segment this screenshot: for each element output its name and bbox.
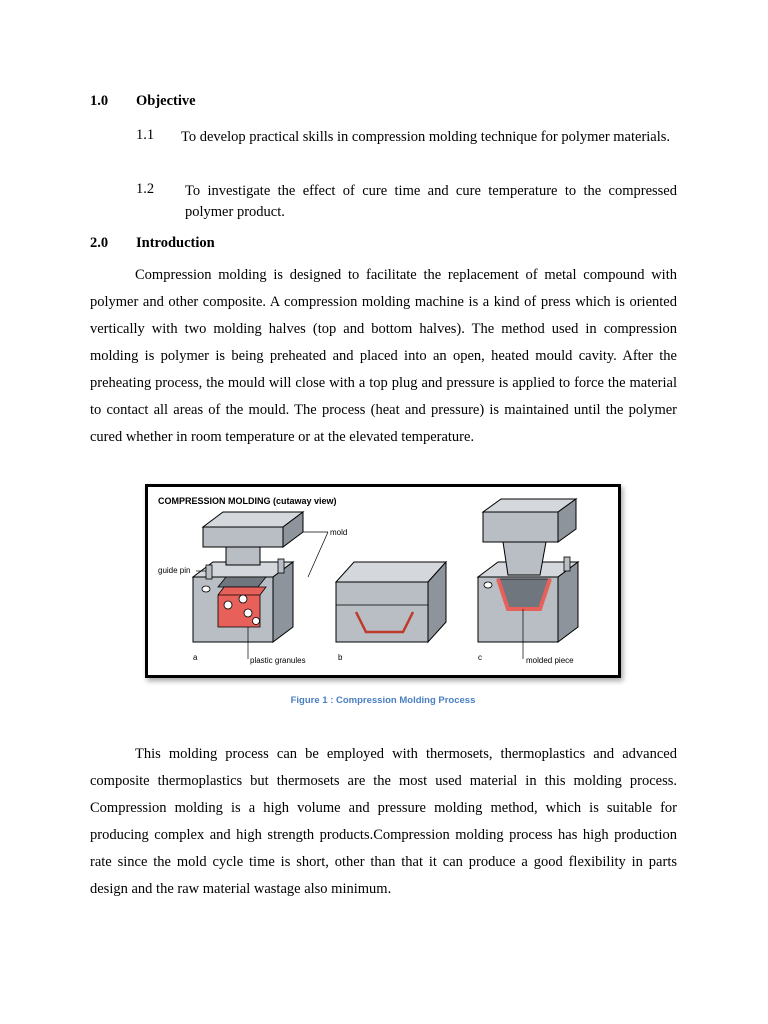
compression-molding-diagram — [148, 487, 618, 675]
label-a: a — [193, 653, 198, 662]
label-plastic-granules: plastic granules — [250, 656, 306, 665]
section-number-introduction: 2.0 — [90, 235, 109, 251]
section-title-introduction: Introduction — [136, 235, 215, 251]
figure-compression-molding — [145, 484, 621, 678]
mold-b — [336, 562, 446, 642]
mold-c — [478, 499, 578, 642]
label-molded-piece: molded piece — [526, 656, 574, 665]
section-title-objective: Objective — [136, 93, 196, 109]
label-guide-pin: guide pin — [158, 566, 191, 575]
label-b: b — [338, 653, 343, 662]
second-paragraph: This molding process can be employed with thermosets, thermoplastics and advanced composite thermoplastics but thermosets are the most used material in this molding process. Compression molding is a high volume and pressure molding method, which is suitable for producing complex and high strength products.Compression molding process has high production rate since the mold cycle time is short, other than that it can produce a good flexibility in parts design and the raw material wastage also minimum. — [90, 746, 677, 897]
figure-caption: Figure 1 : Compression Molding Process — [290, 695, 476, 706]
objective-number-2: 1.2 — [136, 181, 155, 197]
figure-title: COMPRESSION MOLDING (cutaway view) — [158, 496, 337, 506]
objective-number-1: 1.1 — [136, 127, 155, 143]
objective-text-1: To develop practical skills in compression molding technique for polymer materials. — [181, 129, 671, 145]
label-c: c — [478, 653, 482, 662]
objective-text-2: To investigate the effect of cure time and cure temperature to the compressed polymer product. — [185, 183, 677, 220]
mold-a — [193, 512, 303, 642]
intro-paragraph: Compression molding is designed to facilitate the replacement of metal compound with polymer and other composite. A compression molding machine is a kind of press which is oriented vertically with two molding halves (top and bottom halves). The method used in compression molding is polymer is being preheated and placed into an open, heated mould cavity. After the preheating process, the mould will close with a top plug and pressure is applied to force the material to contact all areas of the mould. The process (heat and pressure) is maintained until the polymer cured whether in room temperature or at the elevated temperature. — [90, 267, 677, 445]
section-number-objective: 1.0 — [90, 93, 109, 109]
label-mold: mold — [330, 528, 348, 537]
